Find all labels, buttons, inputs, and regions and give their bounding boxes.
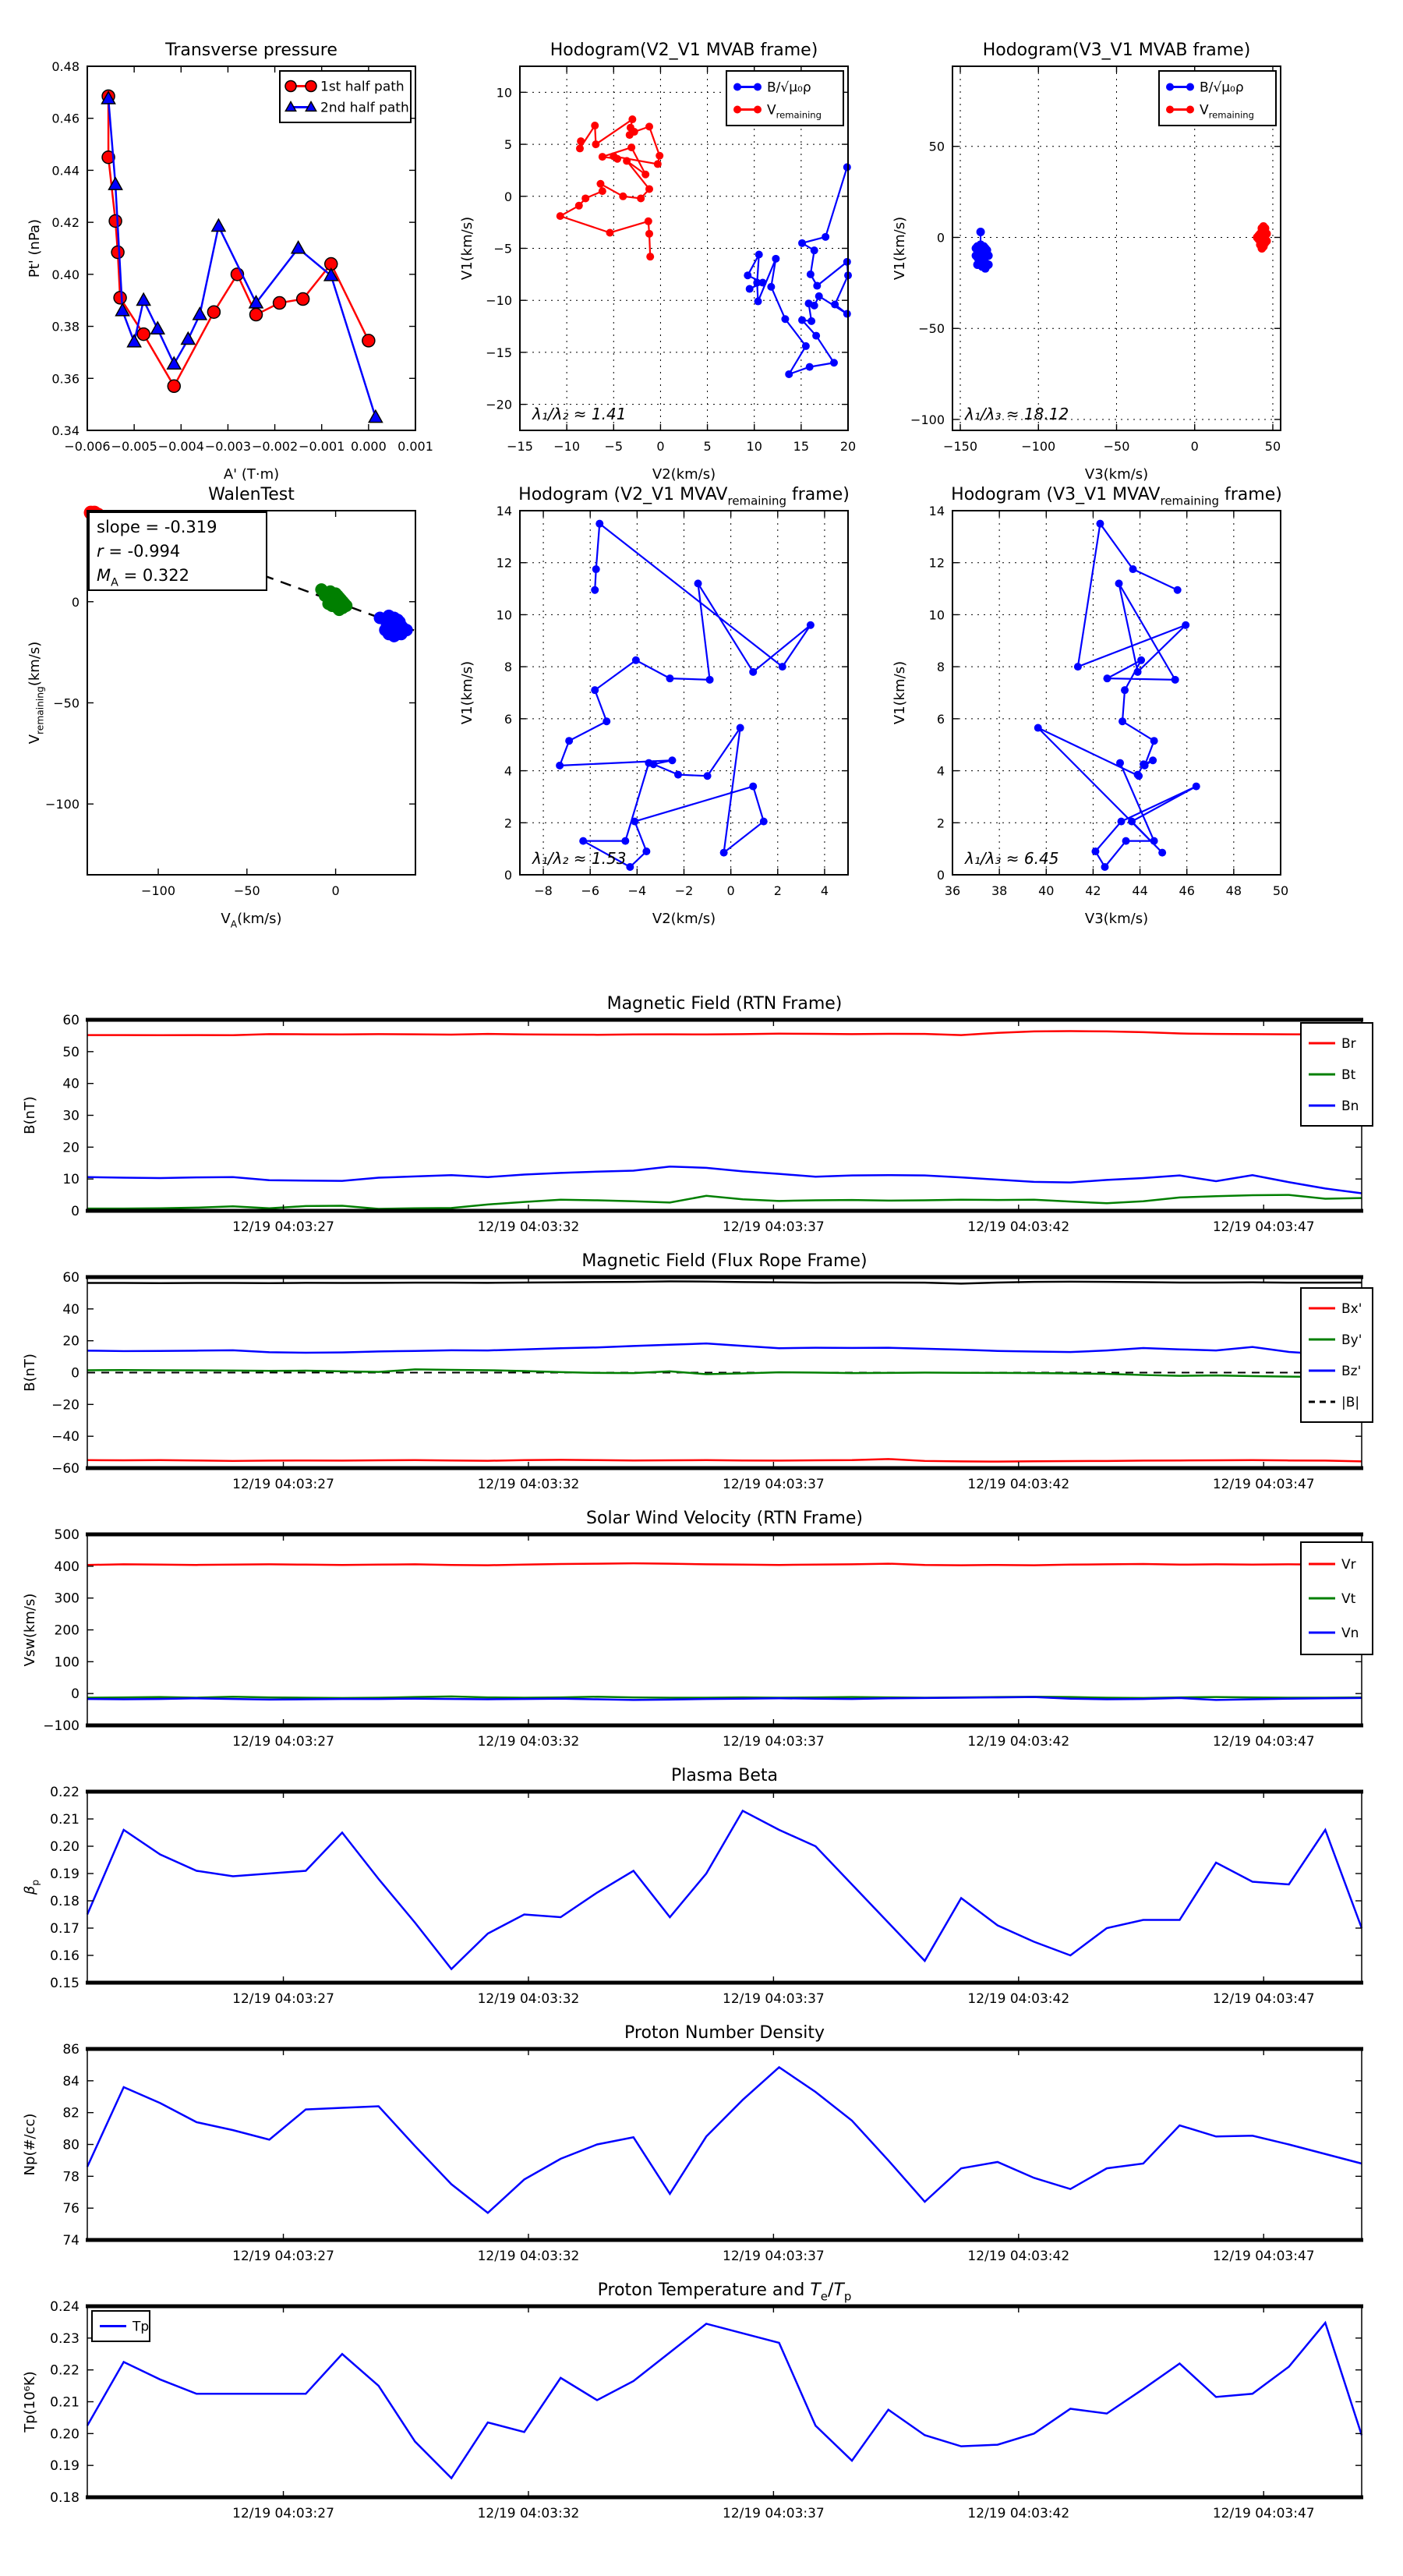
x-tick-label: 12/19 04:03:27 (232, 1477, 334, 1492)
y-tick-label: 40 (62, 1301, 80, 1318)
x-tick-label: 12/19 04:03:37 (723, 1991, 825, 2007)
legend-label: B/√μ₀ρ (1200, 80, 1244, 96)
y-tick-label: −10 (486, 293, 512, 309)
x-tick-label: 12/19 04:03:42 (967, 1219, 1070, 1235)
x-tick-label: 12/19 04:03:42 (967, 1477, 1070, 1492)
y-tick-label: 2 (504, 816, 512, 831)
legend-label: Vt (1341, 1591, 1356, 1607)
legend-label: Bt (1341, 1067, 1356, 1083)
y-tick-label: 0 (71, 1365, 80, 1382)
y-axis-label: B(nT) (22, 1353, 38, 1392)
y-tick-label: 0.40 (51, 267, 80, 282)
x-tick-label: 40 (1038, 883, 1055, 898)
panel-proton-number-density (22, 2023, 1363, 2264)
y-tick-label: 76 (62, 2201, 80, 2217)
y-tick-label: −20 (51, 1397, 80, 1414)
y-tick-label: 14 (496, 504, 512, 518)
y-axis-label: V1(km/s) (459, 216, 475, 281)
x-tick-label: 50 (1264, 439, 1281, 454)
x-tick-label: 0 (726, 883, 735, 898)
x-tick-label: 0.000 (350, 439, 387, 454)
lambda-ratio-annotation: λ₁/λ₂ ≈ 1.41 (532, 405, 627, 423)
x-tick-label: −8 (534, 883, 553, 898)
series-Br (87, 1031, 1362, 1035)
y-tick-label: 0.19 (50, 2458, 80, 2475)
legend-label: Bx' (1341, 1301, 1362, 1317)
x-tick-label: 12/19 04:03:27 (232, 2506, 334, 2521)
x-tick-label: −2 (674, 883, 694, 898)
x-tick-label: −0.004 (157, 439, 204, 454)
panel-title: Hodogram (V3_V1 $MVAV_{remaining}$ frame) (951, 485, 1282, 508)
series-Tp (87, 2323, 1362, 2478)
legend-label: Tp (133, 2319, 150, 2335)
y-axis-label: Pt' (nPa) (27, 218, 43, 278)
x-tick-label: −6 (581, 883, 600, 898)
y-tick-label: 0 (936, 230, 945, 246)
x-tick-label: 48 (1225, 883, 1242, 898)
y-tick-label: 30 (62, 1108, 80, 1124)
y-tick-label: 100 (54, 1654, 80, 1671)
panel-hodogram-v3v1-mvav (892, 485, 1288, 927)
series-B-alfven (972, 228, 993, 273)
y-tick-label: 0.20 (50, 2426, 80, 2443)
x-tick-label: 12/19 04:03:42 (967, 2506, 1070, 2521)
y-tick-label: 0.22 (50, 1785, 80, 1800)
series-V-remaining (557, 115, 664, 260)
stats-line: r = -0.994 (97, 542, 181, 561)
y-tick-label: −20 (486, 397, 512, 412)
y-tick-label: 60 (62, 1013, 80, 1028)
y-tick-label: 300 (54, 1591, 80, 1607)
lambda-ratio-annotation: λ₁/λ₃ ≈ 6.45 (965, 849, 1059, 868)
x-tick-label: 50 (1272, 883, 1289, 898)
y-tick-label: 0.34 (51, 423, 80, 438)
lambda-ratio-annotation: λ₁/λ₂ ≈ 1.53 (532, 849, 627, 868)
stats-line: slope = -0.319 (97, 518, 217, 536)
x-tick-label: −100 (1021, 439, 1056, 454)
y-tick-label: 14 (928, 504, 945, 518)
legend-label: $V_{remaining}$ (767, 102, 822, 121)
x-axis-label: V2(km/s) (652, 911, 716, 927)
y-tick-label: 500 (54, 1527, 80, 1543)
panel-magnetic-field-flux-rope (22, 1251, 1373, 1492)
y-tick-label: 84 (62, 2073, 80, 2089)
legend-label: |B| (1341, 1395, 1360, 1410)
y-tick-label: 0.36 (51, 371, 80, 387)
x-tick-label: 12/19 04:03:27 (232, 2249, 334, 2264)
series-cluster-green (315, 583, 352, 616)
series-1st half path (102, 90, 375, 392)
y-tick-label: 10 (496, 607, 512, 623)
legend-label: Bn (1341, 1099, 1359, 1114)
x-tick-label: 10 (746, 439, 762, 454)
x-tick-label: 12/19 04:03:47 (1212, 1991, 1315, 2007)
y-tick-label: 0.18 (50, 2490, 80, 2506)
series-Vr (87, 1563, 1362, 1565)
x-tick-label: 12/19 04:03:37 (723, 1219, 825, 1235)
y-tick-label: 400 (54, 1559, 80, 1575)
x-tick-label: −0.006 (64, 439, 111, 454)
panel-title: WalenTest (208, 485, 295, 504)
y-axis-label: V1(km/s) (892, 660, 908, 725)
y-tick-label: 50 (928, 139, 945, 154)
series-2nd half path (102, 92, 383, 423)
legend-label: B/√μ₀ρ (767, 80, 811, 96)
y-axis-label: $V_{remaining}(km/s)$ (27, 641, 46, 745)
x-tick-label: 0 (656, 439, 665, 454)
lambda-ratio-annotation: λ₁/λ₃ ≈ 18.12 (965, 405, 1069, 423)
x-tick-label: 38 (991, 883, 1008, 898)
panel-title: Proton Number Density (624, 2023, 825, 2043)
y-tick-label: 10 (62, 1172, 80, 1188)
y-tick-label: 12 (928, 555, 945, 571)
y-tick-label: 6 (504, 711, 512, 727)
x-tick-label: −0.003 (204, 439, 252, 454)
legend-label: By' (1341, 1332, 1362, 1348)
series-Np (87, 2067, 1362, 2213)
panel-hodogram-v2v1-mvab (459, 41, 856, 483)
series-Bn (87, 1166, 1362, 1193)
y-tick-label: −15 (486, 345, 512, 360)
x-tick-label: 0.001 (398, 439, 433, 454)
y-tick-label: 0.19 (50, 1867, 80, 1882)
x-tick-label: −0.002 (251, 439, 299, 454)
legend-label: Br (1341, 1036, 1356, 1052)
y-axis-label: Vsw(km/s) (22, 1593, 38, 1667)
y-tick-label: −40 (51, 1429, 80, 1445)
x-tick-label: 12/19 04:03:47 (1212, 2249, 1315, 2264)
x-tick-label: 12/19 04:03:42 (967, 1734, 1070, 1750)
y-axis-label: V1(km/s) (459, 660, 475, 725)
y-tick-label: 0.46 (51, 111, 80, 126)
x-tick-label: 12/19 04:03:27 (232, 1734, 334, 1750)
panel-proton-temperature (22, 2281, 1363, 2521)
legend-label: Vn (1341, 1626, 1359, 1641)
x-tick-label: 12/19 04:03:32 (477, 1219, 580, 1235)
y-tick-label: 4 (504, 763, 512, 779)
series-path (556, 520, 815, 871)
y-tick-label: 10 (496, 85, 512, 101)
y-tick-label: 0.15 (50, 1976, 80, 1991)
y-tick-label: 0.38 (51, 319, 80, 334)
y-tick-label: 6 (936, 711, 945, 727)
y-tick-label: 8 (936, 660, 945, 675)
series-B-alfven (744, 163, 852, 378)
panel-title: Solar Wind Velocity (RTN Frame) (586, 1509, 863, 1528)
x-tick-label: 20 (839, 439, 857, 454)
x-tick-label: 12/19 04:03:32 (477, 2249, 580, 2264)
y-tick-label: 10 (928, 607, 945, 623)
y-tick-label: 5 (504, 137, 512, 153)
series-By-prime (87, 1369, 1362, 1378)
y-tick-label: 78 (62, 2169, 80, 2185)
legend-label: $V_{remaining}$ (1200, 102, 1254, 121)
x-tick-label: 12/19 04:03:37 (723, 2249, 825, 2264)
y-tick-label: 86 (62, 2042, 80, 2058)
x-tick-label: 12/19 04:03:27 (232, 1991, 334, 2007)
x-tick-label: 12/19 04:03:47 (1212, 1219, 1315, 1235)
y-tick-label: 200 (54, 1622, 80, 1639)
y-tick-label: 0.24 (50, 2299, 80, 2315)
legend-label: 2nd half path (320, 100, 409, 116)
x-tick-label: −10 (553, 439, 581, 454)
x-tick-label: 15 (793, 439, 810, 454)
y-tick-label: 40 (62, 1076, 80, 1092)
y-tick-label: 80 (62, 2137, 80, 2153)
y-tick-label: 60 (62, 1270, 80, 1286)
x-tick-label: 12/19 04:03:37 (723, 2506, 825, 2521)
y-tick-label: 0.18 (50, 1894, 80, 1909)
x-tick-label: 12/19 04:03:32 (477, 1991, 580, 2007)
x-tick-label: 44 (1132, 883, 1148, 898)
y-axis-label: V1(km/s) (892, 216, 908, 281)
y-tick-label: 0.23 (50, 2330, 80, 2347)
legend-label: Bz' (1341, 1364, 1362, 1379)
y-tick-label: 0 (71, 1686, 80, 1703)
x-tick-label: −4 (627, 883, 647, 898)
y-tick-label: −60 (51, 1461, 80, 1477)
x-tick-label: 12/19 04:03:42 (967, 1991, 1070, 2007)
x-tick-label: −15 (507, 439, 533, 454)
x-tick-label: 4 (820, 883, 829, 898)
y-tick-label: 0.21 (50, 2394, 80, 2411)
panel-transverse-pressure (27, 41, 433, 483)
y-tick-label: 0.42 (51, 215, 80, 231)
panel-magnetic-field-rtn (22, 994, 1373, 1235)
panel-title: Hodogram(V2_V1 MVAB frame) (550, 41, 818, 60)
y-tick-label: 0.20 (50, 1839, 80, 1855)
panel-title: Proton Temperature and $T_e/T_p$ (597, 2281, 852, 2304)
y-tick-label: 50 (62, 1044, 80, 1060)
x-tick-label: 12/19 04:03:37 (723, 1734, 825, 1750)
y-tick-label: 0.44 (51, 163, 80, 179)
y-tick-label: 0 (936, 868, 945, 883)
y-tick-label: 12 (496, 555, 512, 571)
y-tick-label: 0.21 (50, 1812, 80, 1828)
legend-label: 1st half path (320, 79, 405, 95)
y-axis-label: B(nT) (22, 1096, 38, 1134)
x-axis-label: A' (T·m) (223, 466, 280, 483)
x-tick-label: 5 (703, 439, 712, 454)
y-tick-label: 0 (71, 1204, 80, 1219)
x-tick-label: −50 (233, 883, 260, 898)
x-tick-label: 12/19 04:03:47 (1212, 2506, 1315, 2521)
x-tick-label: 12/19 04:03:27 (232, 1219, 334, 1235)
y-tick-label: 0.16 (50, 1948, 80, 1964)
x-tick-label: 12/19 04:03:32 (477, 1477, 580, 1492)
series-Bmag (87, 1282, 1362, 1284)
panel-solar-wind-velocity (22, 1509, 1373, 1750)
series-Bx-prime (87, 1459, 1362, 1461)
x-tick-label: 12/19 04:03:32 (477, 1734, 580, 1750)
y-tick-label: 20 (62, 1333, 80, 1350)
y-tick-label: 82 (62, 2105, 80, 2121)
panel-title: Magnetic Field (RTN Frame) (606, 994, 843, 1014)
legend-label: Vr (1341, 1557, 1356, 1573)
x-tick-label: −5 (604, 439, 624, 454)
x-tick-label: 12/19 04:03:37 (723, 1477, 825, 1492)
x-axis-label: V3(km/s) (1084, 466, 1149, 483)
x-axis-label: V3(km/s) (1084, 911, 1149, 927)
y-tick-label: −100 (43, 1718, 80, 1734)
x-tick-label: 46 (1179, 883, 1195, 898)
y-tick-label: 8 (504, 660, 512, 675)
series-path (1034, 520, 1200, 871)
stats-line: $M_A = 0.322$ (97, 566, 189, 589)
y-tick-label: 20 (62, 1140, 80, 1156)
y-tick-label: −100 (45, 797, 80, 812)
x-axis-label: $V_A(km/s)$ (221, 911, 282, 930)
y-tick-label: 0 (71, 594, 80, 610)
x-tick-label: 36 (944, 883, 961, 898)
x-tick-label: 0 (1190, 439, 1199, 454)
y-tick-label: 74 (62, 2233, 80, 2249)
x-axis-label: V2(km/s) (652, 466, 716, 483)
x-tick-label: 12/19 04:03:42 (967, 2249, 1070, 2264)
y-axis-label: $\beta_p$ (22, 1879, 41, 1895)
x-tick-label: 12/19 04:03:47 (1212, 1477, 1315, 1492)
y-axis-label: Tp(10⁶K) (22, 2371, 38, 2433)
y-tick-label: 0.48 (51, 59, 80, 74)
series-cluster-blue (373, 610, 412, 642)
series-Bt (87, 1195, 1362, 1209)
panel-title: Plasma Beta (671, 1766, 778, 1785)
y-axis-label: Np(#/cc) (22, 2113, 38, 2176)
x-tick-label: 12/19 04:03:47 (1212, 1734, 1315, 1750)
x-tick-label: −100 (141, 883, 176, 898)
y-tick-label: −50 (918, 321, 945, 337)
y-tick-label: 0.22 (50, 2362, 80, 2379)
y-tick-label: 2 (936, 816, 945, 831)
panel-hodogram-v3v1-mvab (892, 41, 1281, 483)
x-tick-label: 2 (773, 883, 782, 898)
series-V-remaining (1253, 222, 1270, 253)
panel-title: Magnetic Field (Flux Rope Frame) (581, 1251, 868, 1271)
panel-walen-test (27, 485, 415, 929)
x-tick-label: −0.001 (299, 439, 345, 454)
panel-hodogram-v2v1-mvav (459, 485, 850, 927)
y-tick-label: −100 (910, 412, 945, 427)
x-tick-label: −50 (1103, 439, 1130, 454)
y-tick-label: −5 (493, 241, 512, 257)
x-tick-label: 42 (1085, 883, 1101, 898)
y-tick-label: 0 (504, 189, 512, 204)
y-tick-label: 4 (936, 763, 945, 779)
y-tick-label: −50 (53, 695, 80, 711)
panel-title: Hodogram(V3_V1 MVAB frame) (982, 41, 1251, 60)
panel-plasma-beta (22, 1766, 1363, 2007)
y-tick-label: 0.17 (50, 1921, 80, 1937)
x-tick-label: 0 (331, 883, 340, 898)
y-tick-label: 0 (504, 868, 512, 883)
panel-title: Hodogram (V2_V1 $MVAV_{remaining}$ frame) (518, 485, 850, 508)
x-tick-label: −0.005 (111, 439, 157, 454)
x-tick-label: 12/19 04:03:32 (477, 2506, 580, 2521)
panel-title: Transverse pressure (165, 41, 337, 60)
series-beta-p (87, 1811, 1362, 1969)
series-Bz-prime (87, 1343, 1362, 1356)
x-tick-label: −150 (943, 439, 978, 454)
